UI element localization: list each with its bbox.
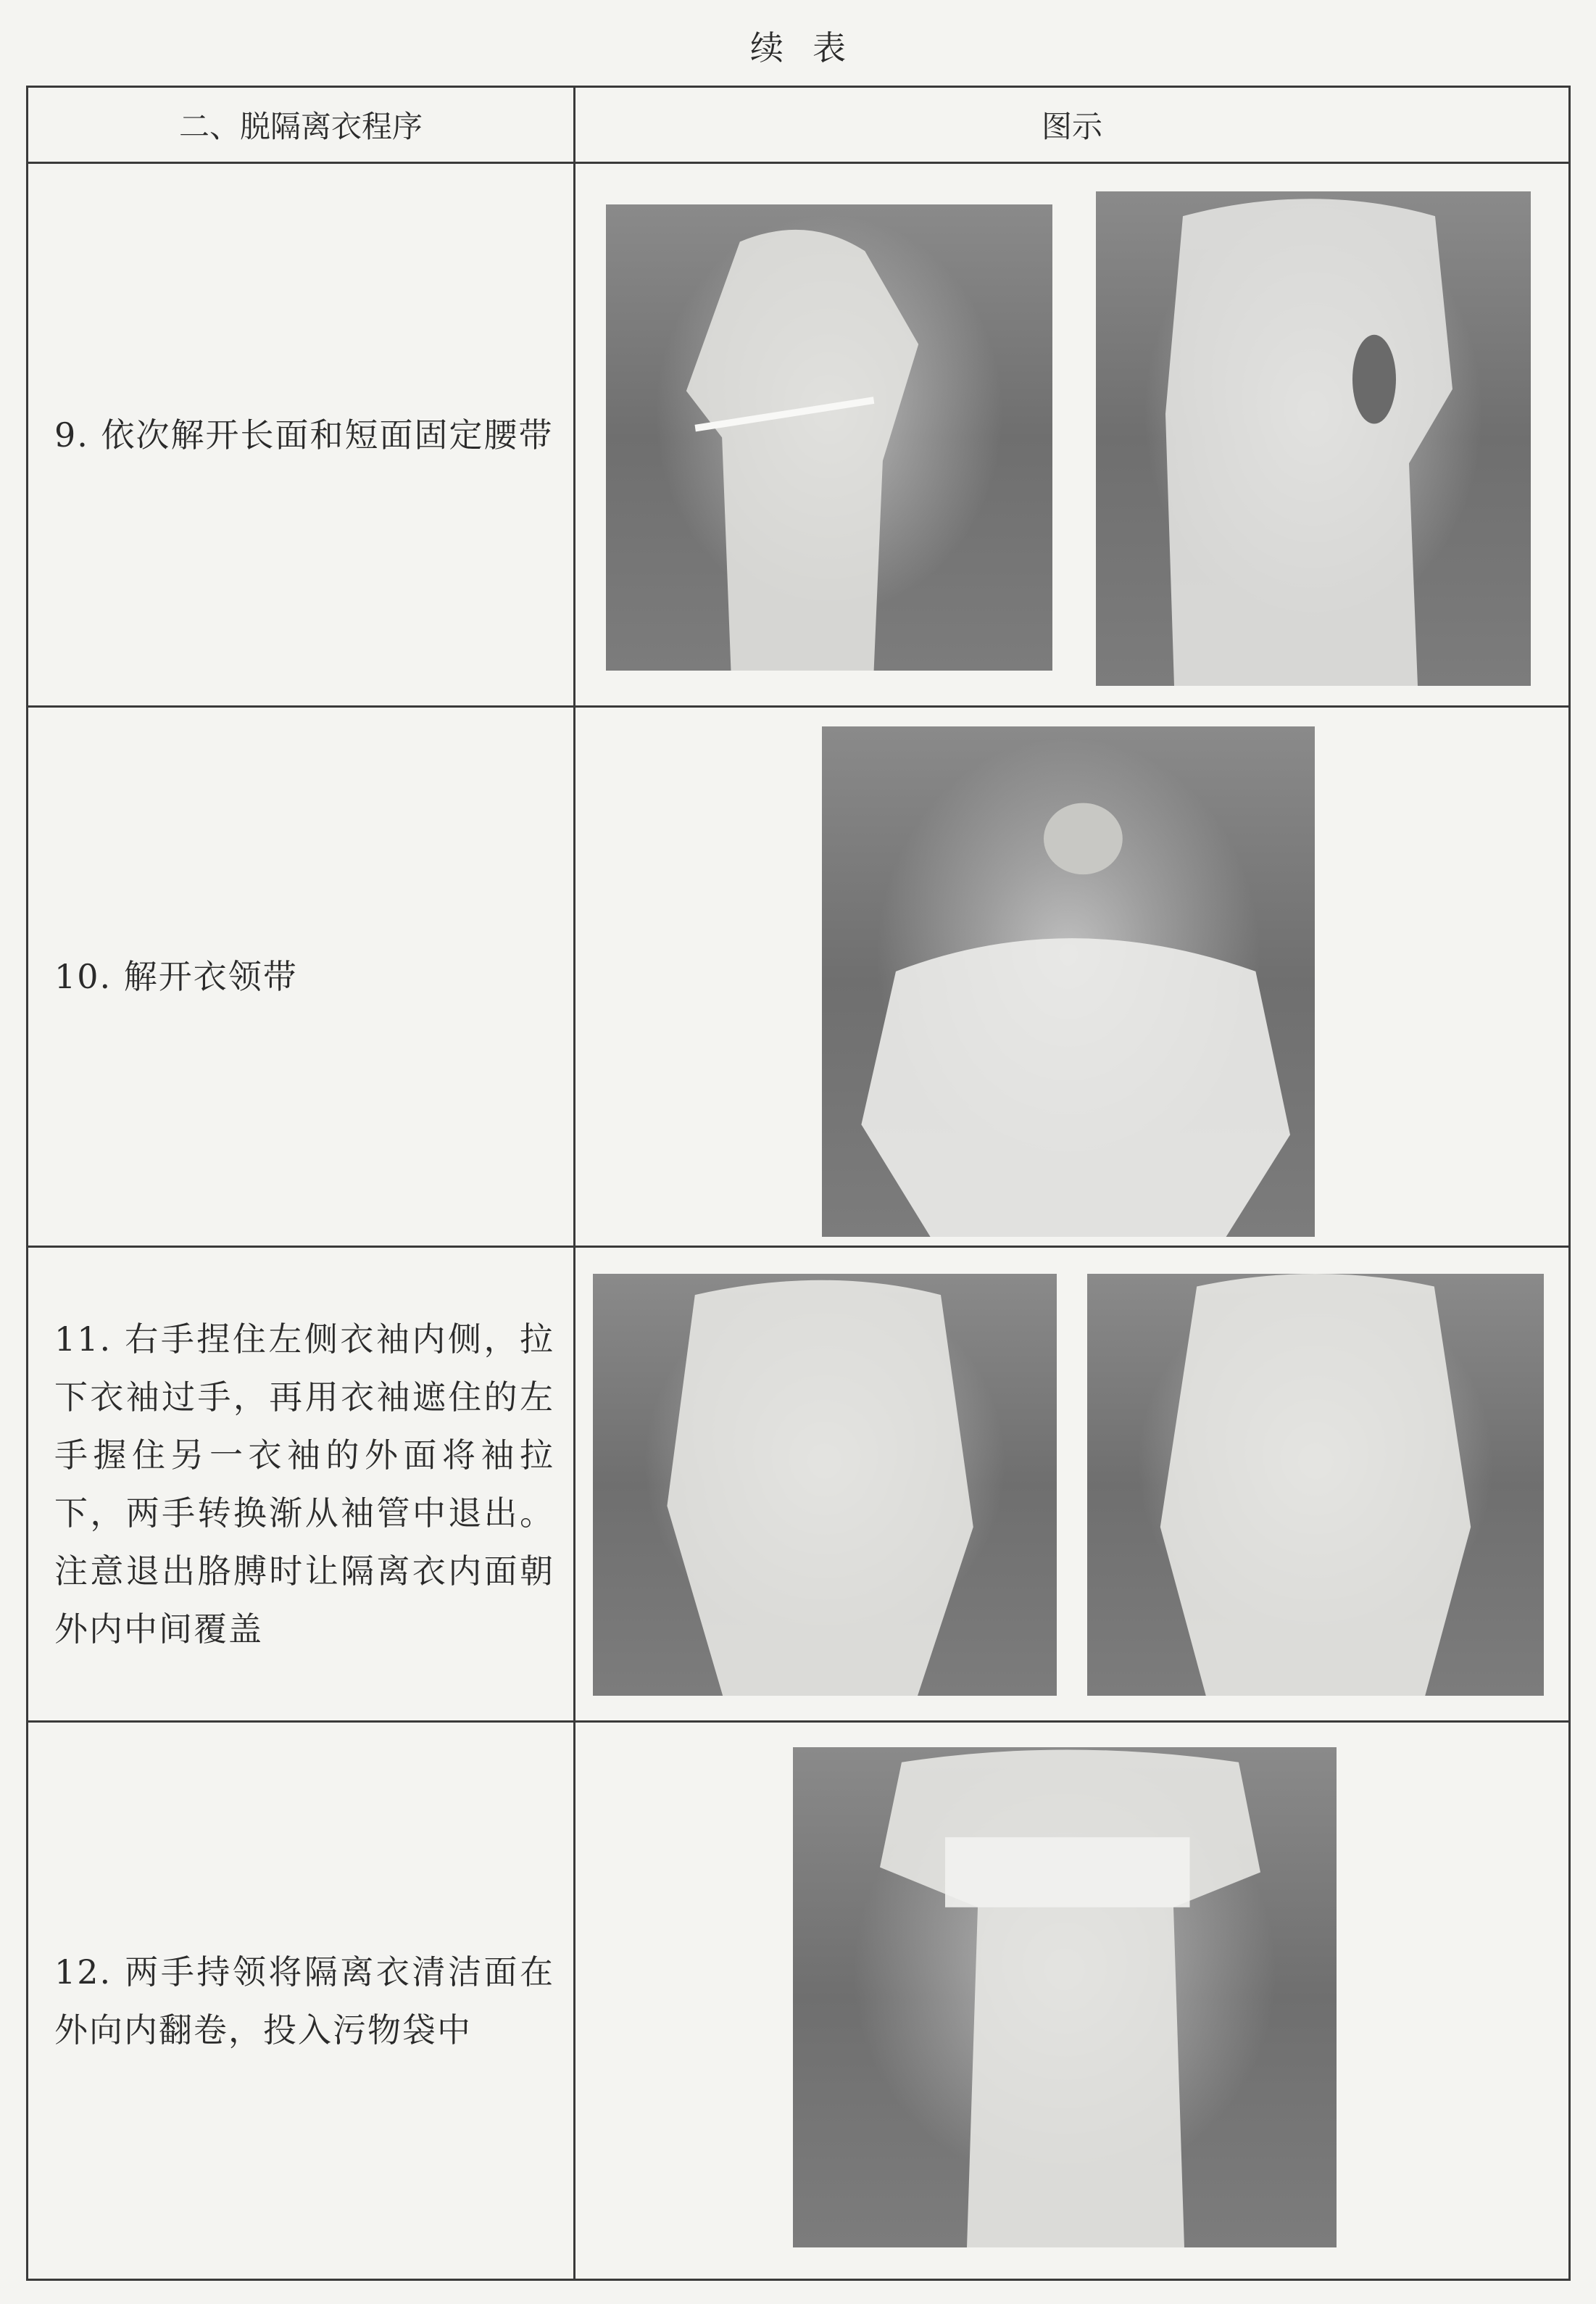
table-row	[28, 707, 1570, 1247]
header-procedure: 二、脱隔离衣程序	[28, 87, 575, 163]
figure-cell	[575, 707, 1570, 1247]
figure-cell	[575, 163, 1570, 707]
photo-pull-down-sleeve	[593, 1274, 1057, 1696]
procedure-table	[26, 86, 1571, 2281]
table-row	[28, 1722, 1570, 2280]
photo-roll-gown-inward	[793, 1747, 1337, 2247]
table-row	[28, 163, 1570, 707]
photo-untie-waist-belt-side	[1096, 191, 1531, 686]
figure-cell	[575, 1247, 1570, 1722]
table-header-row	[28, 87, 1570, 163]
header-illustration: 图示	[575, 87, 1570, 163]
step-text: 11. 右手捏住左侧衣袖内侧，拉下衣袖过手，再用衣袖遮住的左手握住另一衣袖的外面将袖拉下，两手转换渐从袖管中退出。注意退出胳膊时让隔离衣内面朝外内中间覆盖	[28, 1247, 575, 1722]
figure-cell	[575, 1722, 1570, 2280]
page-title: 续表	[750, 28, 875, 67]
table-row	[28, 1247, 1570, 1722]
photo-untie-collar-tie	[822, 726, 1315, 1237]
photo-untie-waist-belt-front	[606, 204, 1052, 671]
step-text: 10. 解开衣领带	[28, 707, 575, 1247]
step-text: 12. 两手持领将隔离衣清洁面在外向内翻卷，投入污物袋中	[28, 1722, 575, 2280]
step-text: 9. 依次解开长面和短面固定腰带	[28, 163, 575, 707]
photo-withdraw-arms	[1087, 1274, 1544, 1696]
